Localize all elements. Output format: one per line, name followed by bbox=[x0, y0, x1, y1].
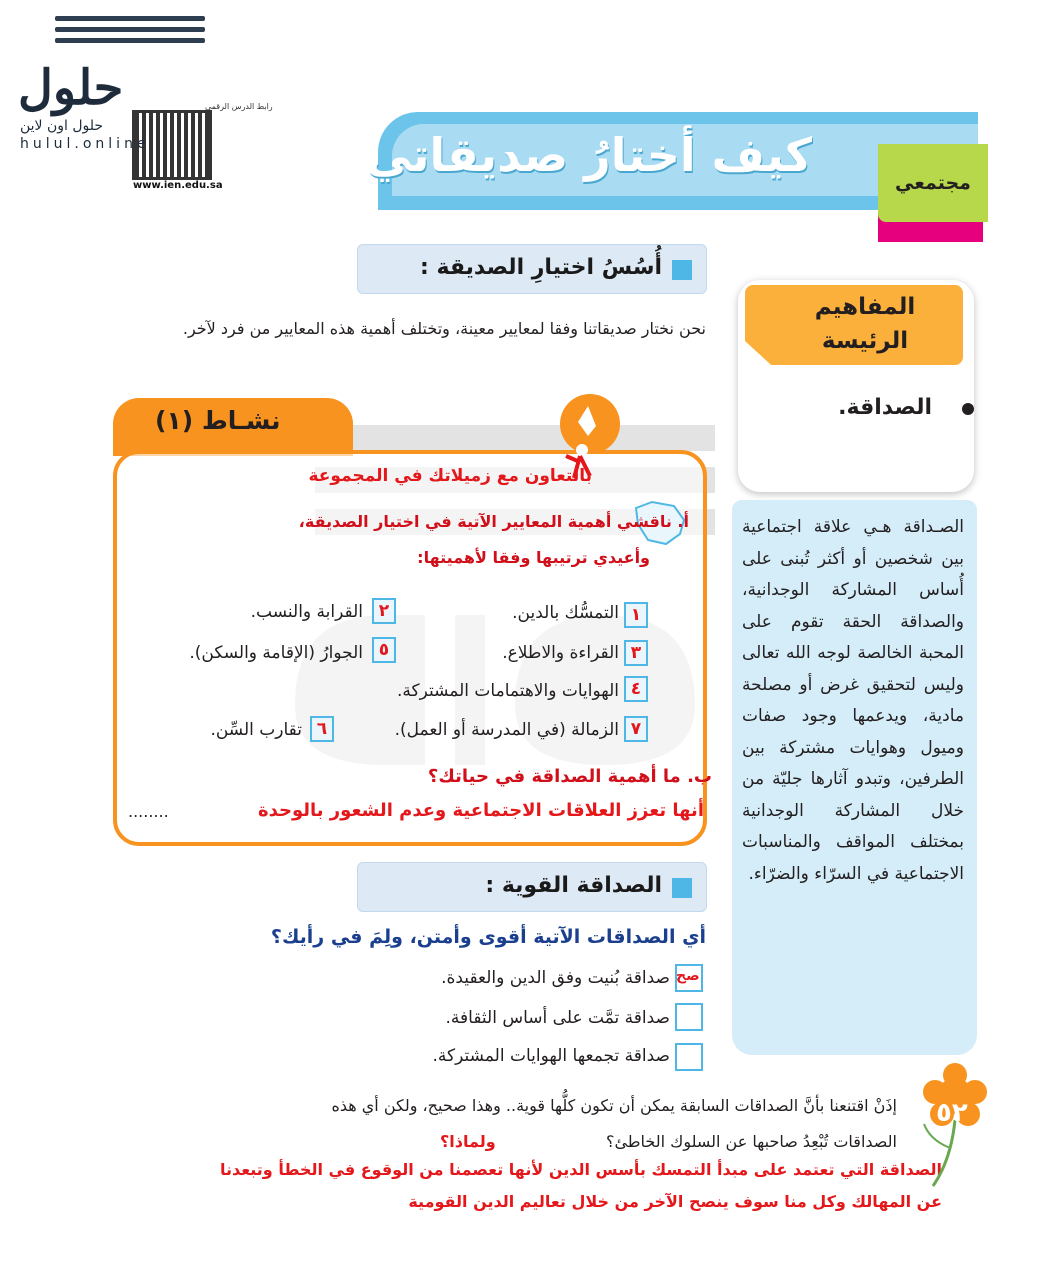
question-a-line2: وأعيدي ترتيبها وفقا لأهميتها: bbox=[417, 548, 650, 567]
why-label: ولماذا؟ bbox=[440, 1132, 496, 1151]
option-text: صداقة تمَّت على أساس الثقافة. bbox=[445, 1008, 670, 1028]
rank-box[interactable]: ٢ bbox=[372, 598, 396, 624]
conclusion-line1: إذَنْ اقتنعنا بأنَّ الصداقات السابقة يمكن أن تكون كلُّها قوية.. وهذا صحيح، ولكن أي هذه bbox=[331, 1096, 897, 1115]
option-checkbox[interactable] bbox=[675, 1003, 703, 1031]
brand-subtitle: حلول اون لاين bbox=[20, 118, 104, 134]
question-b: ب. ما أهمية الصداقة في حياتك؟ bbox=[427, 766, 712, 787]
page-title: كيف أختارُ صديقاتي bbox=[365, 128, 812, 182]
criterion-text: الهوايات والاهتمامات المشتركة. bbox=[396, 681, 619, 701]
final-answer-line2: عن المهالك وكل منا سوف ينصح الآخر من خلال تعاليم الدين القومية bbox=[408, 1192, 942, 1211]
activity-title: نشـاط (١) bbox=[155, 406, 281, 435]
unit-tag-label: مجتمعي bbox=[895, 172, 971, 194]
strong-friendship-question: أي الصداقات الآتية أقوى وأمتن، ولِمَ في رأيك؟ bbox=[270, 926, 706, 948]
option-text: صداقة بُنيت وفق الدين والعقيدة. bbox=[441, 968, 670, 988]
section-heading-text: أُسُسُ اختيارِ الصديقة : bbox=[420, 255, 662, 280]
key-concepts-title bbox=[770, 290, 960, 358]
section-heading-text: الصداقة القوية : bbox=[485, 873, 662, 898]
option-mark: صح bbox=[676, 968, 700, 984]
unit-tag bbox=[878, 144, 988, 222]
rank-box[interactable]: ٥ bbox=[372, 637, 396, 663]
option-checkbox[interactable] bbox=[675, 1043, 703, 1071]
section-heading-strong-friendship bbox=[357, 862, 707, 912]
website-link[interactable]: www.ien.edu.sa bbox=[133, 180, 223, 191]
criterion-text: القراءة والاطلاع. bbox=[502, 643, 619, 663]
criterion-text: الزمالة (في المدرسة أو العمل). bbox=[394, 720, 619, 740]
brand-latin: hulul.online bbox=[20, 136, 150, 152]
brand-logo: حلول bbox=[18, 60, 124, 116]
key-concepts-title-line1: المفاهيم bbox=[814, 294, 916, 320]
rank-box[interactable]: ٣ bbox=[624, 640, 648, 666]
key-concepts-title-line2: الرئيسة bbox=[821, 328, 909, 354]
square-bullet-icon bbox=[672, 878, 692, 898]
square-bullet-icon bbox=[672, 260, 692, 280]
rank-box[interactable]: ٤ bbox=[624, 676, 648, 702]
bullet-icon bbox=[962, 403, 974, 415]
conclusion-line2: الصداقات تُبْعِدُ صاحبها عن السلوك الخاطئ؟ bbox=[605, 1132, 897, 1151]
rank-box[interactable]: ٧ bbox=[624, 716, 648, 742]
option-text: صداقة تجمعها الهوايات المشتركة. bbox=[432, 1046, 670, 1066]
criterion-text: التمسُّك بالدين. bbox=[512, 603, 619, 623]
criterion-text: الجوارُ (الإقامة والسكن). bbox=[189, 643, 363, 663]
rank-box[interactable]: ١ bbox=[624, 602, 648, 628]
page-number: ٥٢ bbox=[936, 1098, 968, 1128]
answer-dots: ........ bbox=[128, 802, 169, 821]
section-heading-criteria bbox=[357, 244, 707, 294]
intro-paragraph: نحن نختار صديقاتنا وفقا لمعايير معينة، وتختلف أهمية هذه المعايير من فرد لآخر. bbox=[182, 319, 706, 338]
criterion-text: القرابة والنسب. bbox=[250, 602, 363, 622]
final-answer-line1: الصداقة التي تعتمد على مبدأ التمسك بأسس الدين لأنها تعصمنا من الوقوع في الخطأ وتبعدنا bbox=[219, 1160, 942, 1179]
activity-instruction: بالتعاون مع زميلاتك في المجموعة bbox=[308, 466, 592, 486]
question-a-line1: أ. ناقشي أهمية المعايير الآتية في اختيار الصديقة، bbox=[298, 512, 689, 531]
answer-b: أنها تعزز العلاقات الاجتماعية وعدم الشعور بالوحدة bbox=[257, 800, 704, 821]
concept-item: الصداقة. bbox=[838, 395, 932, 420]
definition-text: الصـداقة هـي علاقة اجتماعية بين شخصين أو أكثر تُبنى على أُساس المشاركة الوجدانية، والصداقة الحقة تقوم على المحبة الخالصة لوجه الله تعالى وليس لتحقيق غرض أو مصلحة مادية، ويدعمها وجود صفات وميول وهوايات مشتركة بين الطرفين، وتبدو آثارها جليّة من خلال المشاركة الوجدانية بمختلف المواقف والمناسبات الاجتماعية في السرّاء والضرّاء. bbox=[742, 517, 964, 884]
qr-caption: رابط الدرس الرقمي bbox=[205, 102, 273, 111]
rank-box[interactable]: ٦ bbox=[310, 716, 334, 742]
criterion-text: تقارب السِّن. bbox=[210, 720, 302, 740]
